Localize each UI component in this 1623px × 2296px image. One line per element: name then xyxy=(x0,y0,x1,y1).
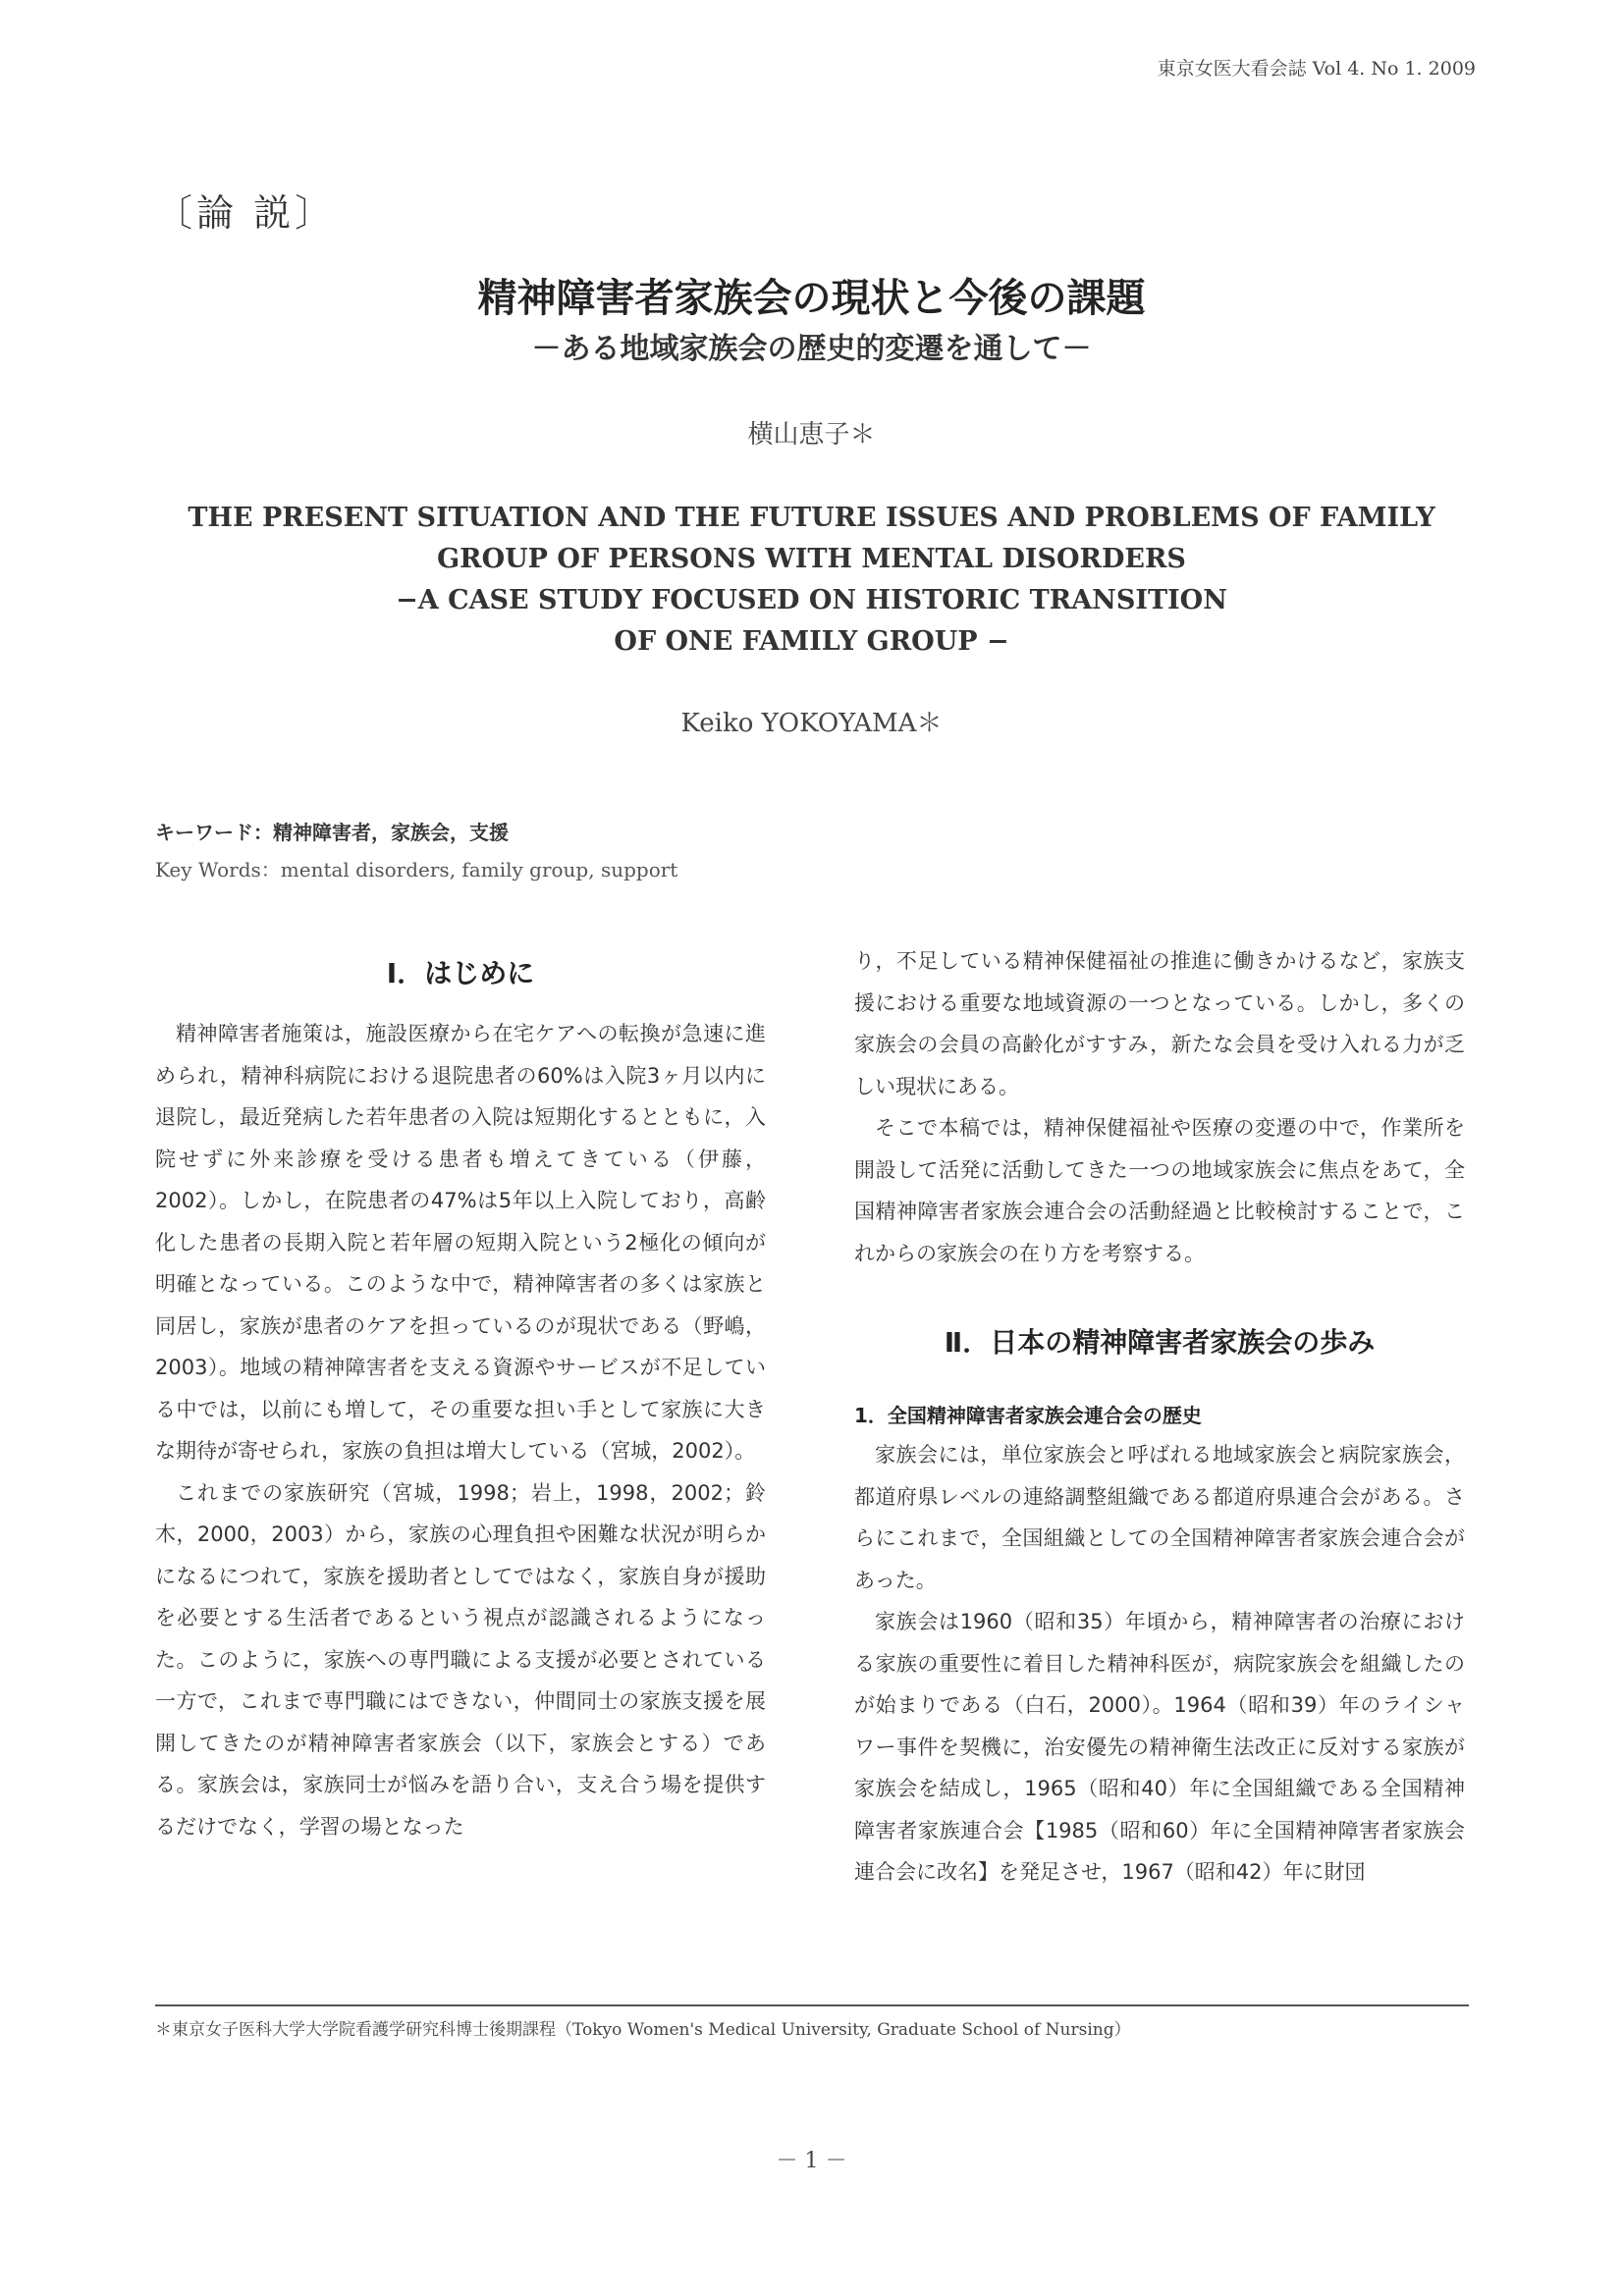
author-japanese: 横山恵子＊ xyxy=(747,420,876,450)
right-paragraph-4: 家族会は1960（昭和35）年頃から，精神障害者の治療における家族の重要性に着目した精神科医が，病院家族会を組織したのが始まりである（白石，2000）。1964（昭和39）年のライシャワー事件を契機に，治安優先の精神衛生法改正に反対する家族が家族会を結成し，1965（昭和40）年に全国組織である全国精神障害者家族連合会【1985（昭和60）年に全国精神障害者家族会連合会に改名】を発足させ，1967（昭和42）年に財団 xyxy=(854,1610,1465,1884)
journal-header: 東京女医大看会誌 Vol 4. No 1. 2009 xyxy=(1157,58,1476,80)
intro-paragraph-2: これまでの家族研究（宮城，1998；岩上，1998，2002；鈴木，2000，2003）から，家族の心理負担や困難な状況が明らかになるにつれて，家族を援助者としてではなく，家族自身が援助を必要とする生活者であるという視点が認識されるようになった。このように，家族への専門職による支援が必要とされている一方で，これまで専門職にはできない，仲間同士の家族支援を展開してきたのが精神障害者家族会（以下，家族会とする）である。家族会は，家族同士が悩みを語り合い，支え合う場を提供するだけでなく，学習の場となった xyxy=(155,1480,766,1839)
page-number: － 1 － xyxy=(776,2149,847,2173)
section-heading-family-groups: Ⅱ．日本の精神障害者家族会の歩み xyxy=(944,1326,1376,1359)
subtitle-japanese: －ある地域家族会の歴史的変遷を通して－ xyxy=(531,332,1092,366)
article-category: 〔論 説〕 xyxy=(155,191,337,235)
subsection-heading-national-federation: 1．全国精神障害者家族会連合会の歴史 xyxy=(854,1404,1202,1427)
intro-paragraph-1: 精神障害者施策は，施設医療から在宅ケアへの転換が急速に進められ，精神科病院における退院患者の60%は入院3ヶ月以内に退院し，最近発病した若年患者の入院は短期化するとともに，入院せずに外来診療を受ける患者も増えてきている（伊藤，2002）。しかし，在院患者の47%は5年以上入院しており，高齢化した患者の長期入院と若年層の短期入院という2極化の傾向が明確となっている。このような中で，精神障害者の多くは家族と同居し，家族が患者のケアを担っているのが現状である（野嶋，2003）。地域の精神障害者を支える資源やサービスが不足している中では，以前にも増して，その重要な担い手として家族に大きな期待が寄せられ，家族の負担は増大している（宮城，2002）。 xyxy=(155,1022,766,1463)
title-japanese: 精神障害者家族会の現状と今後の課題 xyxy=(477,276,1146,321)
left-column xyxy=(155,940,766,1847)
title-english-line-3: −A CASE STUDY FOCUSED ON HISTORIC TRANSITION xyxy=(396,585,1227,615)
section-heading-introduction: Ⅰ．はじめに xyxy=(386,957,535,989)
right-paragraph-1: り，不足している精神保健福祉の推進に働きかけるなど，家族支援における重要な地域資源の一つとなっている。しかし，多くの家族会の会員の高齢化がすすみ，新たな会員を受け入れる力が乏しい現状にある。 xyxy=(854,949,1465,1098)
right-paragraph-3: 家族会には，単位家族会と呼ばれる地域家族会と病院家族会，都道府県レベルの連絡調整組織である都道府県連合会がある。さらにこれまで，全国組織としての全国精神障害者家族会連合会があった。 xyxy=(854,1443,1465,1592)
title-english-line-1: THE PRESENT SITUATION AND THE FUTURE ISSUES AND PROBLEMS OF FAMILY xyxy=(188,503,1435,533)
title-english-line-4: OF ONE FAMILY GROUP − xyxy=(614,626,1009,657)
keywords-japanese: キーワード：精神障害者，家族会，支援 xyxy=(155,821,509,844)
right-column xyxy=(854,940,1465,1894)
title-english-line-2: GROUP OF PERSONS WITH MENTAL DISORDERS xyxy=(437,544,1186,574)
author-affiliation-footnote: ＊東京女子医科大学大学院看護学研究科博士後期課程（Tokyo Women's Medical University, Graduate School of Nursing） xyxy=(155,2020,1131,2040)
footnote-divider xyxy=(155,2004,1469,2006)
keywords-english: Key Words：mental disorders, family group, support xyxy=(155,858,678,881)
right-paragraph-2: そこで本稿では，精神保健福祉や医療の変遷の中で，作業所を開設して活発に活動してきた一つの地域家族会に焦点をあて，全国精神障害者家族会連合会の活動経過と比較検討することで，これからの家族会の在り方を考察する。 xyxy=(854,1116,1465,1265)
author-english: Keiko YOKOYAMA＊ xyxy=(680,709,943,738)
